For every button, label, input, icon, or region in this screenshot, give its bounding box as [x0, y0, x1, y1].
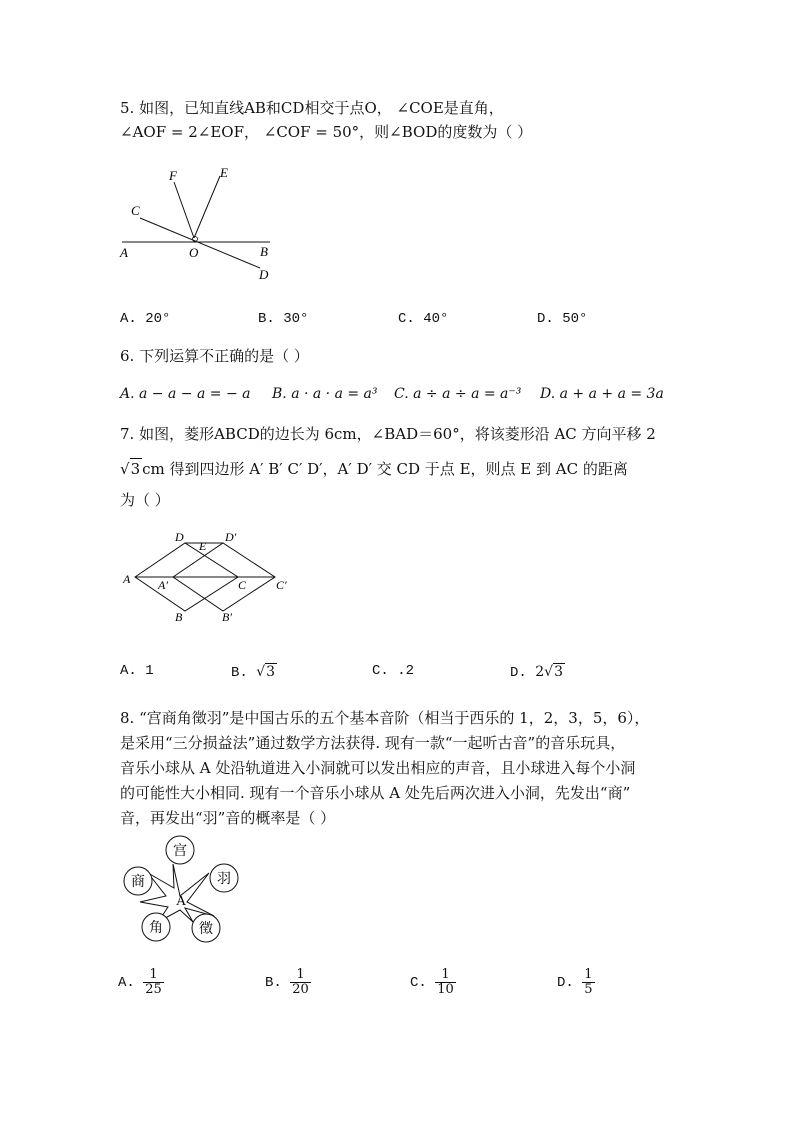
q6-option-b[interactable]: B. a · a · a = a³ [272, 386, 378, 402]
q8-option-c[interactable]: C. $\frac{1}{10}$ [410, 967, 454, 997]
q8-hole-gong: 宫 [173, 844, 187, 859]
q5-label-B: B [260, 244, 268, 259]
q5-label-F: F [169, 168, 177, 183]
q7-sqrt3: √3 [120, 460, 141, 478]
q6-option-a[interactable]: A. a − a − a = − a [120, 386, 251, 402]
q7-stem-line3: 为（ ） [120, 491, 170, 509]
q5-label-C: C [131, 203, 140, 218]
q7-label-A-prime: A′ [158, 578, 168, 592]
q8-stem-line4: 的可能性大小相同. 现有一个音乐小球从 A 处先后两次进入小洞，先发出“商” [120, 784, 631, 802]
q6-stem: 6. 下列运算不正确的是（ ） [120, 347, 309, 365]
q7-option-a[interactable]: A. 1 [120, 663, 154, 679]
q8-hole-jiao: 角 [149, 921, 163, 936]
q7-stem-line1: 7. 如图，菱形ABCD的边长为 6cm，∠BAD＝60°，将该菱形沿 AC 方向平移 2 [120, 425, 656, 443]
q6-option-c[interactable]: C. a ÷ a ÷ a = a⁻³ [394, 386, 522, 402]
q8-option-d[interactable]: D. $\frac{1}{5}$ [557, 967, 593, 997]
q6-option-d[interactable]: D. a + a + a = 3a [540, 386, 664, 402]
q7-option-c[interactable]: C. .2 [372, 663, 415, 679]
q5-option-c[interactable]: C. 40° [398, 311, 449, 327]
q7-label-B-prime: B′ [222, 610, 232, 624]
q5-label-A: A [120, 245, 128, 260]
q8-option-a[interactable]: A. $\frac{1}{25}$ [118, 967, 162, 997]
q5-stem-line1: 5. 如图，已知直线AB和CD相交于点O， ∠COE是直角， [120, 99, 504, 117]
q5-option-a[interactable]: A. 20° [120, 311, 171, 327]
q8-hole-yu: 羽 [217, 872, 231, 887]
q7-figure [115, 525, 305, 630]
q5-option-d[interactable]: D. 50° [537, 311, 588, 327]
q7-stem-line2-rest: cm 得到四边形 A′ B′ C′ D′，A′ D′ 交 CD 于点 E，则点 E 到 AC 的距离 [142, 460, 628, 478]
q8-stem-line2: 是采用“三分损益法”通过数学方法获得. 现有一款“一起听古音”的音乐玩具， [120, 734, 626, 752]
q7-label-C-prime: C′ [276, 578, 287, 592]
q7-label-B: B [175, 610, 183, 624]
q8-option-b[interactable]: B. $\frac{1}{20}$ [265, 967, 309, 997]
q7-label-D: D [175, 530, 184, 544]
q5-option-b[interactable]: B. 30° [258, 311, 309, 327]
q7-label-D-prime: D′ [225, 530, 237, 544]
q7-label-E: E [199, 539, 207, 553]
q8-center-a: A [175, 894, 187, 909]
q8-hole-shang: 商 [131, 875, 145, 890]
q7-stem-line2 [120, 458, 628, 479]
q5-stem-line2: ∠AOF = 2∠EOF， ∠COF = 50°，则∠BOD的度数为（ ） [120, 123, 533, 141]
q7-label-C: C [238, 578, 247, 592]
q8-figure [118, 830, 248, 948]
q7-option-b[interactable]: B. √3 [231, 664, 276, 681]
q8-stem-line5: 音，再发出“羽”音的概率是（ ） [120, 809, 336, 827]
q7-label-A: A [123, 572, 131, 586]
q8-stem-line1: 8. “宫商角徵羽”是中国古乐的五个基本音阶（相当于西乐的 1，2，3，5，6）， [120, 709, 650, 727]
q8-stem-line3: 音乐小球从 A 处沿轨道进入小洞就可以发出相应的声音，且小球进入每个小洞 [120, 759, 636, 777]
q8-hole-zhi: 徵 [199, 922, 213, 937]
q7-option-d[interactable]: D. 2√3 [510, 664, 563, 681]
q5-label-O: O [189, 245, 199, 260]
q5-figure [110, 160, 300, 285]
q5-label-D: D [259, 267, 269, 282]
q5-label-E: E [220, 165, 228, 180]
